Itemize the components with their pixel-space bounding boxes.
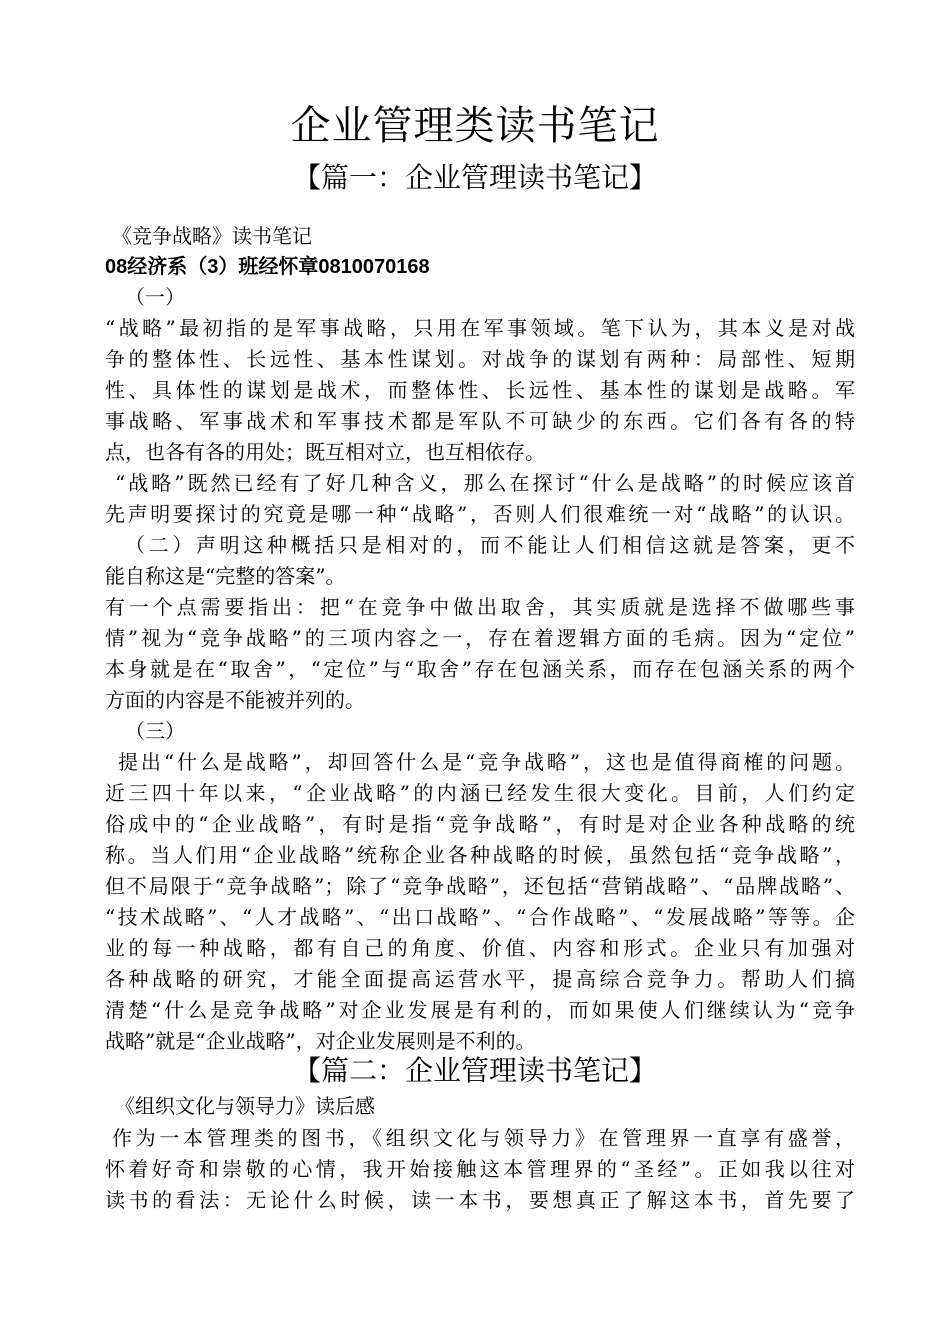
paragraph-line: 称。当人们用“企业战略”统称企业各种战略的时候，虽然包括“竞争战略”， xyxy=(105,843,855,867)
paragraph-line: 作为一本管理类的图书，《组织文化与领导力》在管理界一直享有盛誉， xyxy=(112,1126,855,1150)
paragraph-line: （二）声明这种概括只是相对的，而不能让人们相信这就是答案，更不 xyxy=(125,533,855,557)
paragraph-line: 怀着好奇和崇敬的心情，我开始接触这本管理界的“圣经”。正如我以往对 xyxy=(105,1157,855,1181)
book-title-line: 《竞争战略》读书笔记 xyxy=(112,224,312,248)
paragraph-line: 点，也各有各的用处；既互相对立，也互相依存。 xyxy=(105,440,545,464)
paragraph-line: 业的每一种战略，都有自己的角度、价值、内容和形式。企业只有加强对 xyxy=(105,936,855,960)
paragraph-line: “技术战略”、“人才战略”、“出口战略”、“合作战略”、“发展战略”等等。企 xyxy=(105,905,855,929)
paragraph-line: 清楚“什么是竞争战略”对企业发展是有利的，而如果使人们继续认为“竞争 xyxy=(105,998,855,1022)
author-line xyxy=(105,252,855,281)
paragraph-line: “战略”最初指的是军事战略，只用在军事领域。笔下认为，其本义是对战 xyxy=(105,316,855,340)
paragraph-line: 近三四十年以来，“企业战略”的内涵已经发生很大变化。目前，人们约定 xyxy=(105,781,855,805)
document-title: 企业管理类读书笔记 xyxy=(290,103,660,149)
paragraph-line: 读书的看法：无论什么时候，读一本书，要想真正了解这本书，首先要了 xyxy=(105,1188,855,1212)
section-marker-3: （三） xyxy=(125,719,185,743)
paragraph-line: 先声明要探讨的究竟是哪一种“战略”，否则人们很难统一对“战略”的认识。 xyxy=(105,502,855,526)
section-heading-2: 【篇二：企业管理读书笔记】 xyxy=(292,1054,657,1087)
paragraph-line: 能自称这是“完整的答案”。 xyxy=(105,564,346,588)
paragraph-line: 有一个点需要指出：把“在竞争中做出取舍，其实质就是选择不做哪些事 xyxy=(105,595,855,619)
author-line-text: 08经济系（3）班经怀章0810070168 xyxy=(105,256,430,278)
paragraph-line: 方面的内容是不能被并列的。 xyxy=(105,688,365,712)
paragraph-line: 情”视为“竞争战略”的三项内容之一，存在着逻辑方面的毛病。因为“定位” xyxy=(105,626,855,650)
paragraph-line: 各种战略的研究，才能全面提高运营水平，提高综合竞争力。帮助人们搞 xyxy=(105,967,855,991)
paragraph-line: 提出“什么是战略”，却回答什么是“竞争战略”，这也是值得商榷的问题。 xyxy=(118,750,855,774)
section-heading-1: 【篇一：企业管理读书笔记】 xyxy=(292,161,657,194)
section-marker-1: （一） xyxy=(125,285,185,309)
paragraph-line: 俗成中的“企业战略”，有时是指“竞争战略”，有时是对企业各种战略的统 xyxy=(105,812,855,836)
paragraph-line: 争的整体性、长远性、基本性谋划。对战争的谋划有两种：局部性、短期 xyxy=(105,347,855,371)
paragraph-line: 战略”就是“企业战略”，对企业发展则是不利的。 xyxy=(105,1029,536,1053)
paragraph-line: 本身就是在“取舍”，“定位”与“取舍”存在包涵关系，而存在包涵关系的两个 xyxy=(105,657,855,681)
paragraph-line: 但不局限于“竞争战略”；除了“竞争战略”，还包括“营销战略”、“品牌战略”、 xyxy=(105,874,855,898)
book-title-line-2: 《组织文化与领导力》读后感 xyxy=(115,1094,375,1118)
paragraph-line: 事战略、军事战术和军事技术都是军队不可缺少的东西。它们各有各的特 xyxy=(105,409,855,433)
paragraph-line: “战略”既然已经有了好几种含义，那么在探讨“什么是战略”的时候应该首 xyxy=(115,471,855,495)
paragraph-line: 性、具体性的谋划是战术，而整体性、长远性、基本性的谋划是战略。军 xyxy=(105,378,855,402)
